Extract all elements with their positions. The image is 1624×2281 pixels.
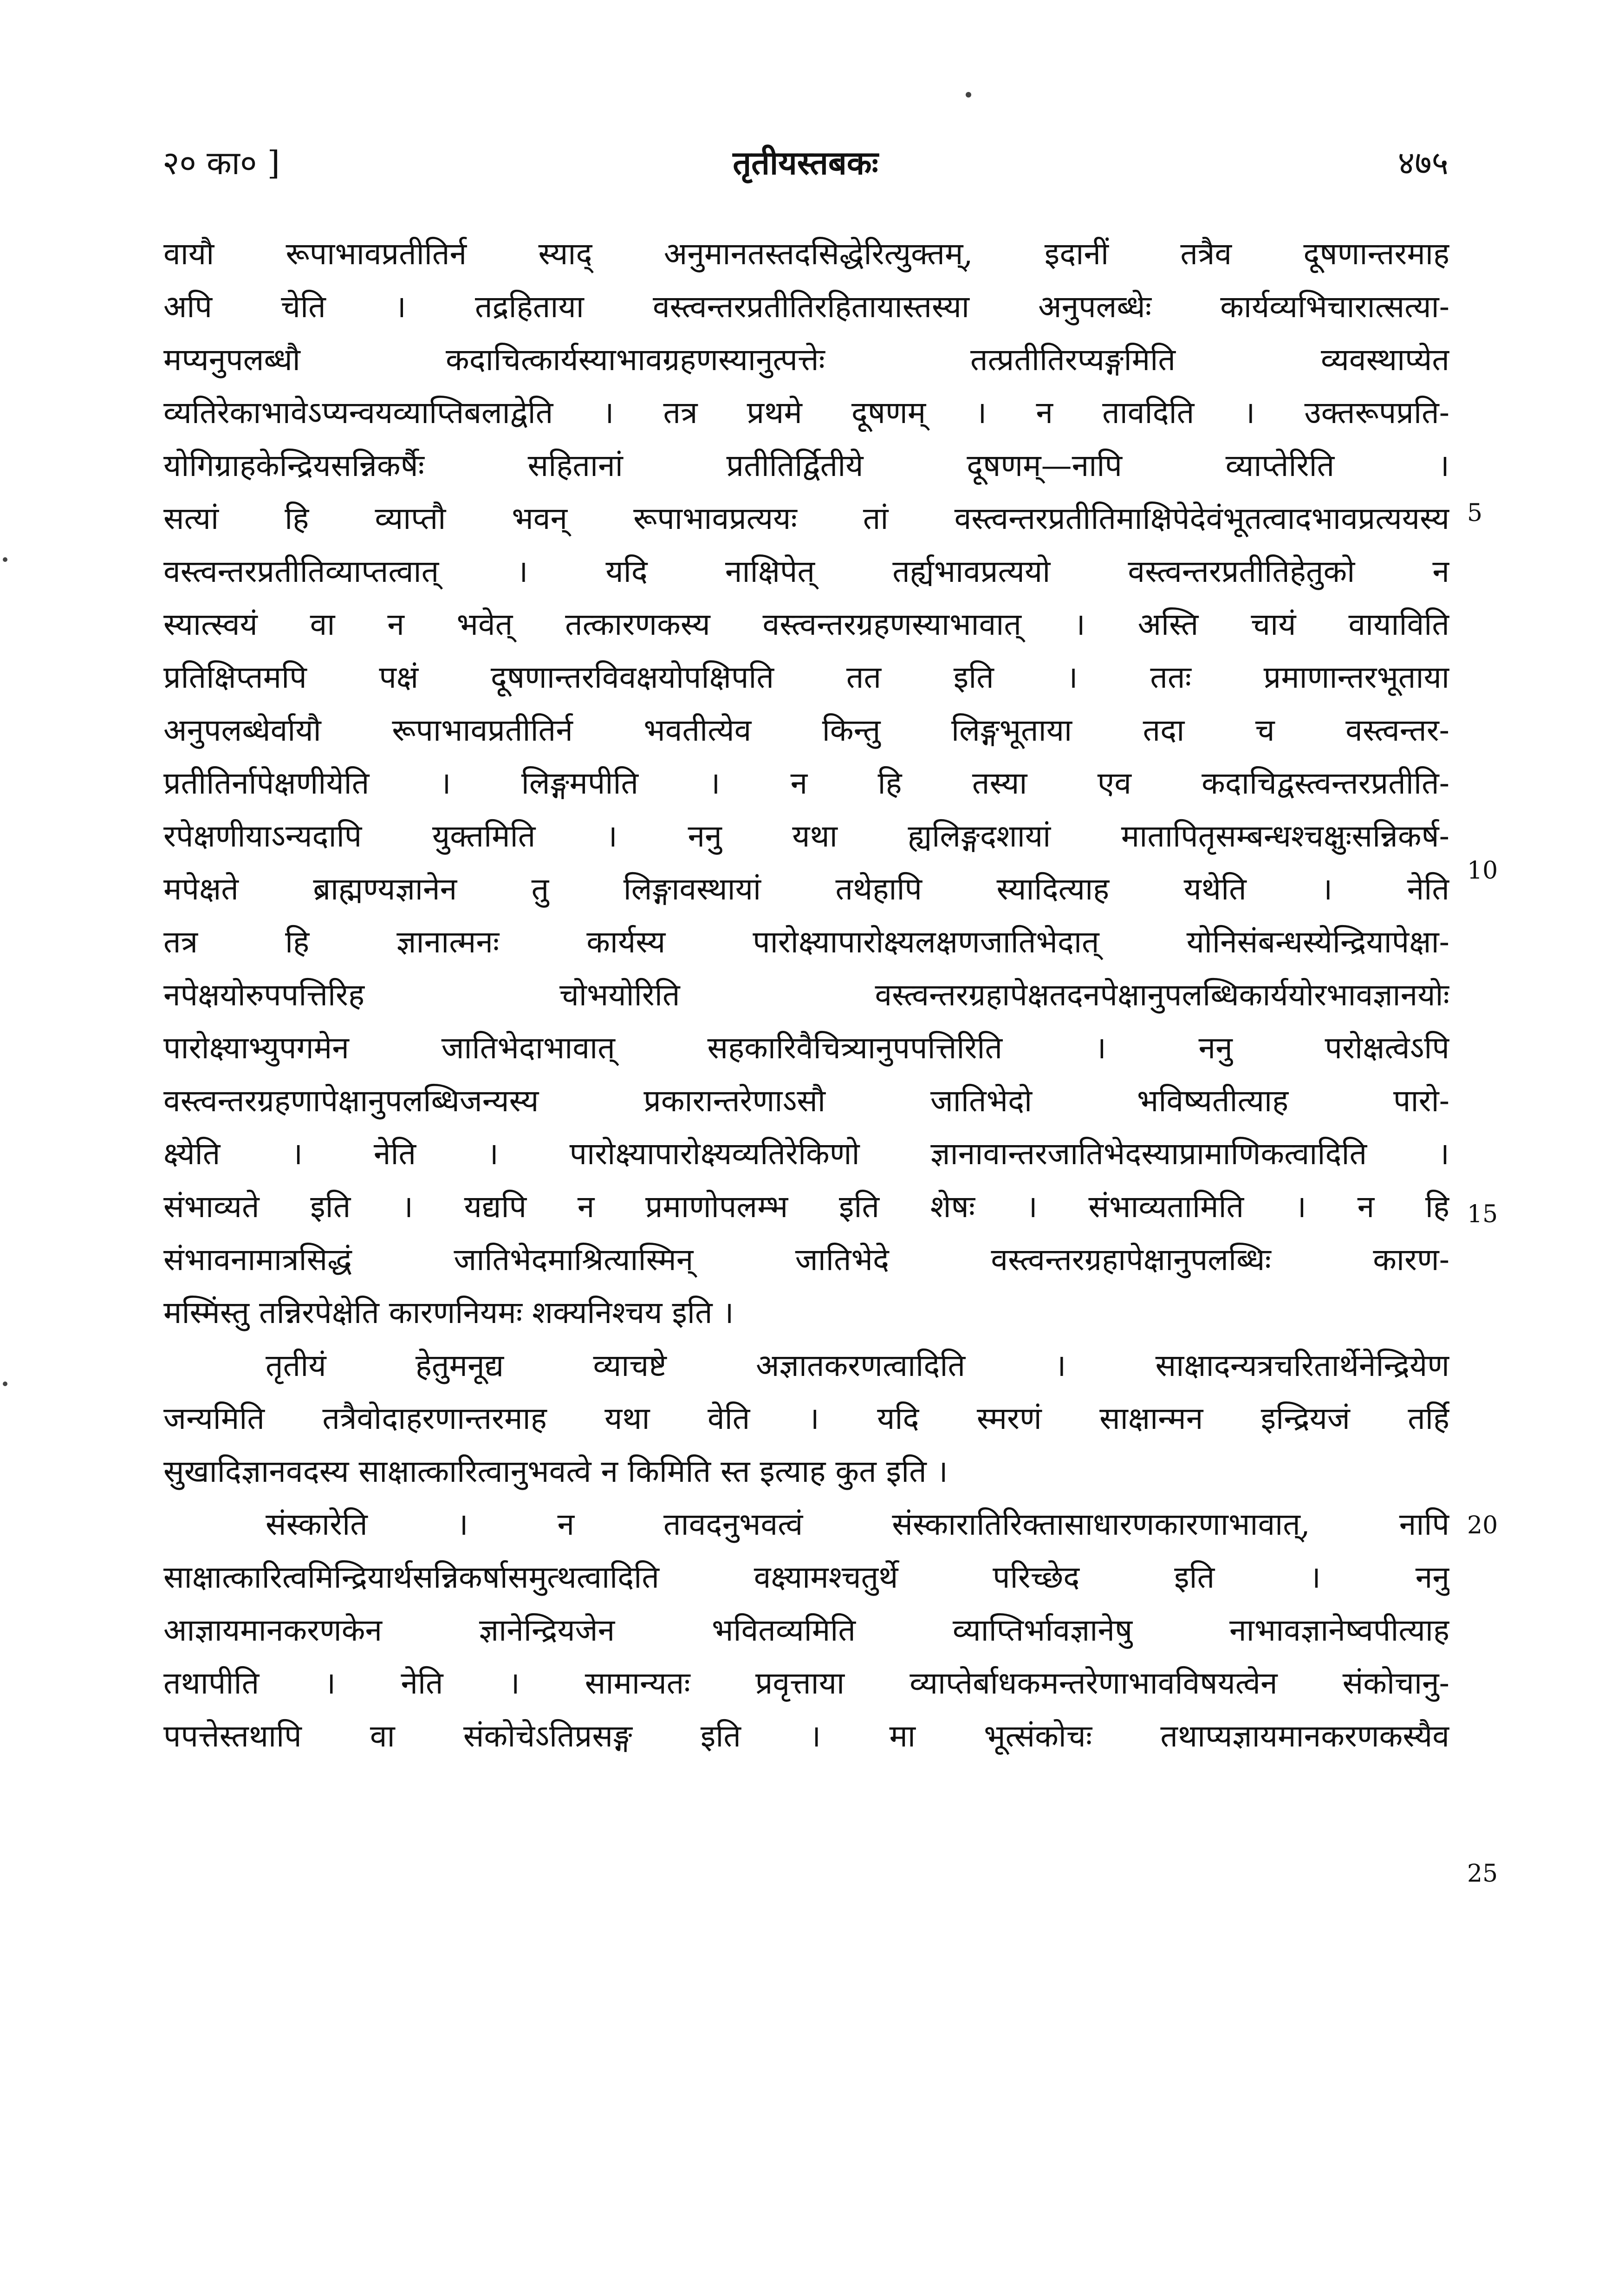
speck: [3, 1382, 7, 1386]
text-line: पारोक्ष्याभ्युपगमेन जातिभेदाभावात् सहकारिवैचित्र्यानुपपत्तिरिति । ननु परोक्षत्वेऽपि: [163, 1030, 1449, 1066]
text-line: प्रतीतिर्नापेक्षणीयेति । लिङ्गमपीति । न हि तस्या एव कदाचिद्वस्त्वन्तरप्रतीति-: [163, 765, 1449, 801]
line-number: 20: [1467, 1512, 1498, 1539]
line-number: 5: [1467, 499, 1483, 527]
line-number: 25: [1467, 1860, 1498, 1888]
text-line: प्रतिक्षिप्तमपि पक्षं दूषणान्तरविवक्षयोपक्षिपति तत इति । ततः प्रमाणान्तरभूताया: [163, 659, 1449, 695]
text-line: साक्षात्कारित्वमिन्द्रियार्थसन्निकर्षासमुत्थत्वादिति वक्ष्यामश्चतुर्थे परिच्छेद इति । ननु: [163, 1559, 1449, 1595]
text-line: मप्यनुपलब्धौ कदाचित्कार्यस्याभावग्रहणस्यानुत्पत्तेः तत्प्रतीतिरप्यङ्गमिति व्यवस्थाप्येत: [163, 342, 1449, 378]
page-header: [162, 139, 1449, 190]
text-line: मपेक्षते ब्राह्मण्यज्ञानेन तु लिङ्गावस्थायां तथेहापि स्यादित्याह यथेति । नेति: [163, 871, 1449, 907]
page-number: ४७५: [1397, 144, 1449, 182]
text-line: अनुपलब्धेर्वायौ रूपाभावप्रतीतिर्न भवतीत्येव किन्तु लिङ्गभूताया तदा च वस्त्वन्तर-: [163, 712, 1449, 748]
text-line: सुखादिज्ञानवदस्य साक्षात्कारित्वानुभवत्वे न किमिति स्त इत्याह कुत इति ।: [163, 1453, 948, 1489]
text-line: तृतीयं हेतुमनूद्य व्याचष्टे अज्ञातकरणत्वादिति । साक्षादन्यत्रचरितार्थेनेन्द्रियेण: [266, 1348, 1449, 1383]
text-line: पपत्तेस्तथापि वा संकोचेऽतिप्रसङ्ग इति । मा भूत्संकोचः तथाप्यज्ञायमानकरणकस्यैव: [163, 1718, 1449, 1754]
header-left: २० का० ]: [162, 144, 280, 182]
header-title: तृतीयस्तबकः: [733, 143, 878, 182]
text-line: तत्र हि ज्ञानात्मनः कार्यस्य पारोक्ष्यापारोक्ष्यलक्षणजातिभेदात् योनिसंबन्धस्येन्द्रियापेक्षा-: [163, 924, 1449, 960]
text-line: संस्कारेति । न तावदनुभवत्वं संस्कारातिरिक्तासाधारणकारणाभावात्, नापि: [266, 1506, 1449, 1542]
body-text: [163, 228, 1449, 1763]
text-line: आज्ञायमानकरणकेन ज्ञानेन्द्रियजेन भवितव्यमिति व्याप्तिर्भावज्ञानेषु नाभावज्ञानेष्वपीत्याह: [163, 1612, 1449, 1648]
text-line: संभाव्यते इति । यद्यपि न प्रमाणोपलम्भ इति शेषः । संभाव्यतामिति । न हि: [163, 1189, 1449, 1225]
text-line: वस्त्वन्तरप्रतीतिव्याप्तत्वात् । यदि नाक्षिपेत् तर्ह्यभावप्रत्ययो वस्त्वन्तरप्रतीतिहेतुको न: [163, 554, 1449, 589]
text-line: जन्यमिति तत्रैवोदाहरणान्तरमाह यथा वेति । यदि स्मरणं साक्षान्मन इन्द्रियजं तर्हि: [163, 1401, 1449, 1436]
text-line: रपेक्षणीयाऽन्यदापि युक्तमिति । ननु यथा ह्यलिङ्गदशायां मातापितृसम्बन्धश्चक्षुःसन्निकर्ष-: [163, 818, 1449, 854]
text-line: संभावनामात्रसिद्धं जातिभेदमाश्रित्यास्मिन् जातिभेदे वस्त्वन्तरग्रहापेक्षानुपलब्धिः कारण-: [163, 1242, 1449, 1277]
text-line: स्यात्स्वयं वा न भवेत् तत्कारणकस्य वस्त्वन्तरग्रहणस्याभावात् । अस्ति चायं वायाविति: [163, 606, 1449, 642]
text-line: व्यतिरेकाभावेऽप्यन्वयव्याप्तिबलाद्वेति । तत्र प्रथमे दूषणम् । न तावदिति । उक्तरूपप्रति-: [163, 395, 1449, 430]
text-line: वस्त्वन्तरग्रहणापेक्षानुपलब्धिजन्यस्य प्रकारान्तरेणाऽसौ जातिभेदो भविष्यतीत्याह पारो-: [163, 1083, 1449, 1119]
text-line: क्ष्येति । नेति । पारोक्ष्यापारोक्ष्यव्यतिरेकिणो ज्ञानावान्तरजातिभेदस्याप्रामाणिकत्वादिति ।: [163, 1136, 1449, 1172]
speck: [3, 557, 7, 562]
text-line: सत्यां हि व्याप्तौ भवन् रूपाभावप्रत्ययः तां वस्त्वन्तरप्रतीतिमाक्षिपेदेवंभूतत्वादभावप्रत्ययस्य: [163, 501, 1449, 536]
text-line: नपेक्षयोरुपपत्तिरिह चोभयोरिति वस्त्वन्तरग्रहापेक्षतदनपेक्षानुपलब्धिकार्ययोरभावज्ञानयोः: [163, 977, 1449, 1013]
text-line: वायौ रूपाभावप्रतीतिर्न स्याद् अनुमानतस्तदसिद्धेरित्युक्तम्, इदानीं तत्रैव दूषणान्तरमाह: [163, 236, 1449, 272]
text-line: अपि चेति । तद्रहिताया वस्त्वन्तरप्रतीतिरहितायास्तस्या अनुपलब्धेः कार्यव्यभिचारात्सत्या-: [163, 289, 1449, 325]
text-line: योगिग्राहकेन्द्रियसन्निकर्षैः सहितानां प्रतीतिर्द्वितीये दूषणम्—नापि व्याप्तेरिति ।: [163, 448, 1449, 483]
text-line: मस्मिंस्तु तन्निरपेक्षेति कारणनियमः शक्यनिश्चय इति ।: [163, 1295, 734, 1330]
text-line: तथापीति । नेति । सामान्यतः प्रवृत्ताया व्याप्तेर्बाधकमन्तरेणाभावविषयत्वेन संकोचानु-: [163, 1665, 1449, 1701]
speck: [966, 92, 971, 98]
line-number: 10: [1467, 857, 1498, 885]
line-number: 15: [1467, 1200, 1498, 1228]
